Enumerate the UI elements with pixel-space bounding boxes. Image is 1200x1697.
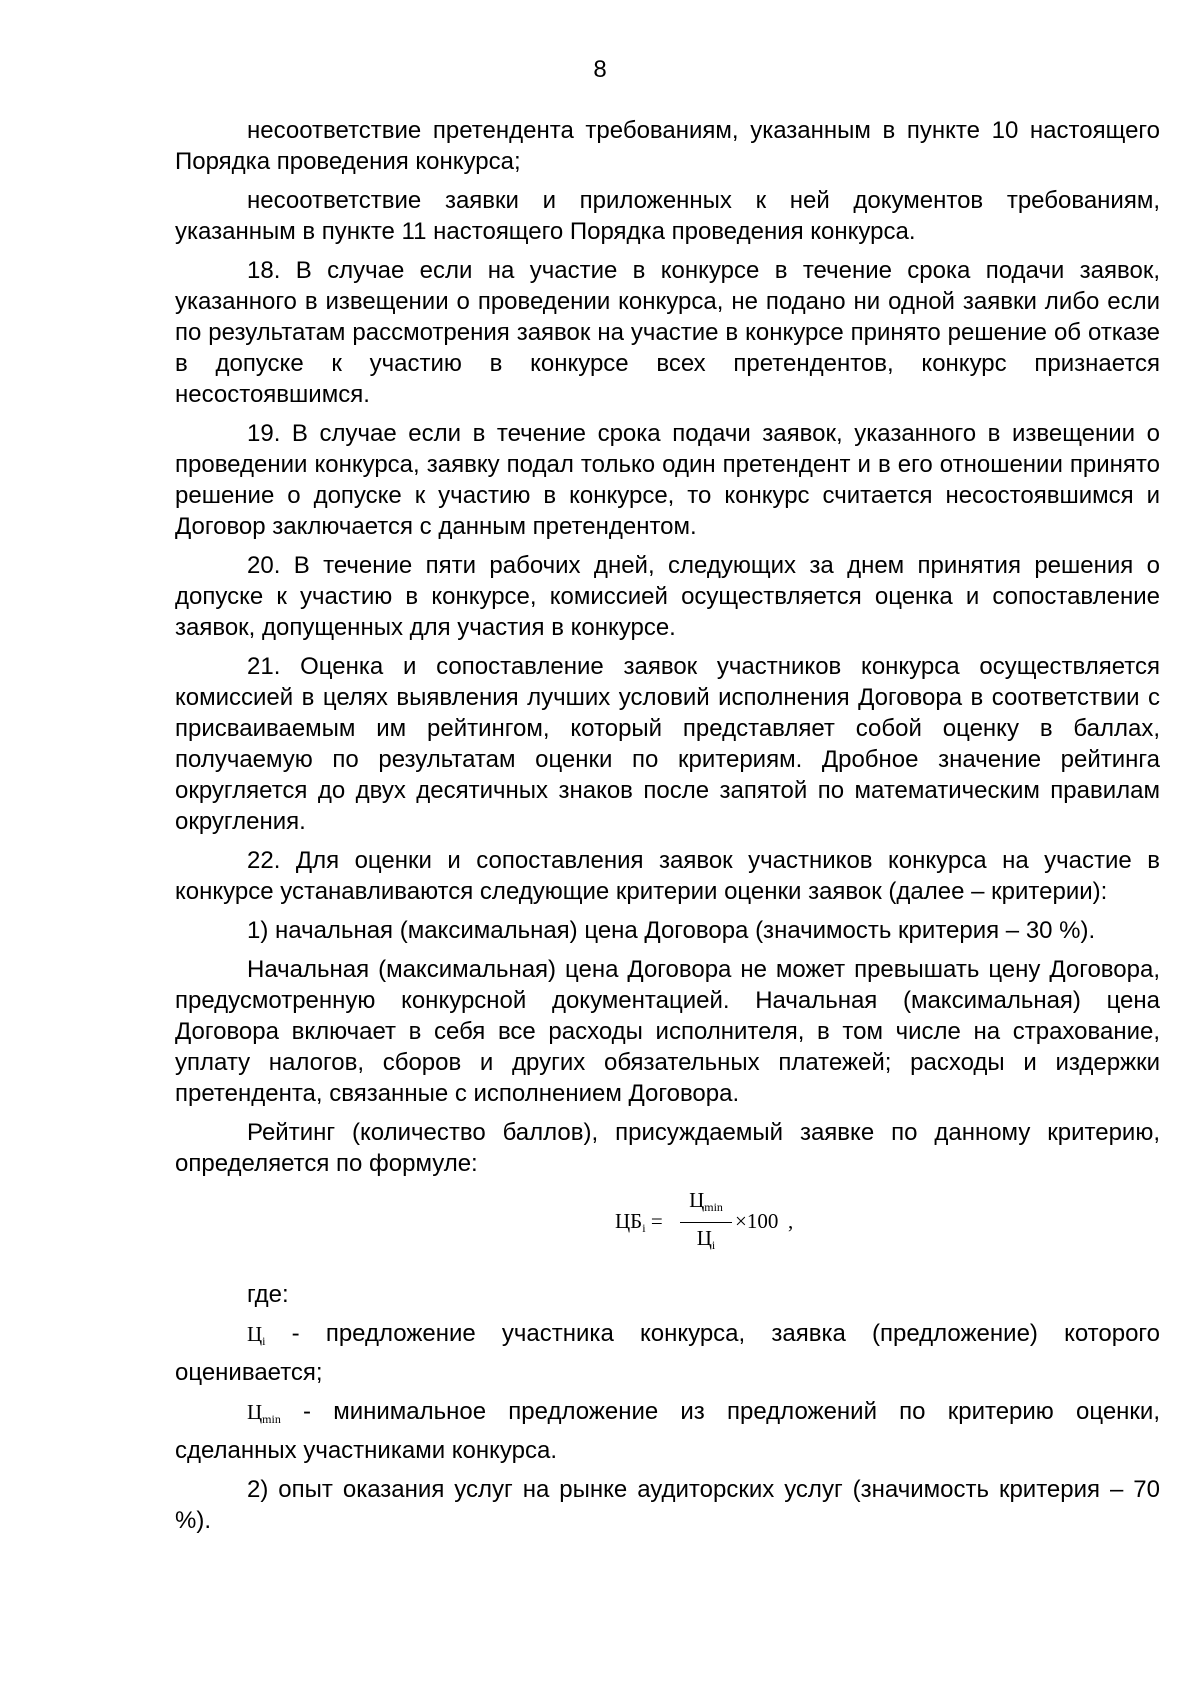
paragraph-clause-21: 21. Оценка и сопоставление заявок участников конкурса осуществляется комиссией в целях выявления лучших условий исполнения Договора в соответствии с присваиваемым им рейтингом, который представляет собой оценку в баллах, получаемую по результатам оценки по критериям. Дробное значение рейтинга округляется до двух десятичных знаков после запятой по математическим правилам округления.	[175, 653, 1160, 835]
fraction-bar	[680, 1222, 732, 1223]
paragraph-clause-22: 22. Для оценки и сопоставления заявок участников конкурса на участие в конкурсе устанавливаются следующие критерии оценки заявок (далее – критерии):	[175, 847, 1160, 905]
symbol-c-i: $Ц_i$	[247, 1322, 266, 1348]
document-body	[175, 115, 1160, 1544]
paragraph-criterion-1: 1) начальная (максимальная) цена Договора (значимость критерия – 30 %).	[247, 917, 1096, 944]
paragraph-noncompliance-applicant: несоответствие претендента требованиям, указанным в пункте 10 настоящего Порядка проведения конкурса;	[175, 117, 1160, 175]
paragraph-clause-20: 20. В течение пяти рабочих дней, следующих за днем принятия решения о допуске к участию в конкурсе, комиссией осуществляется оценка и сопоставление заявок, допущенных для участия в конкурсе.	[175, 552, 1160, 641]
symbol-c-min: $Ц_{min}$	[247, 1400, 281, 1426]
formula-numerator: $Ц_{min}$	[689, 1188, 723, 1214]
formula-multiplier: ×100	[735, 1209, 779, 1233]
formula-comma: ,	[788, 1209, 794, 1233]
formula-denominator: $Ц_i$	[696, 1226, 716, 1252]
paragraph-clause-19: 19. В случае если в течение срока подачи заявок, указанного в извещении о проведении конкурса, заявку подал только один претендент и в его отношении принято решение о допуске к участию в конкурсе, то конкурс считается несостоявшимся и Договор заключается с данным претендентом.	[175, 420, 1160, 540]
rating-formula	[175, 1187, 1160, 1259]
page-number: 8	[593, 56, 607, 83]
formula-lhs: $ЦБ_i$ =	[615, 1209, 663, 1235]
definition-c-min: $Ц_{min}$ - минимальное предложение из предложений по критерию оценки, сделанных участниками конкурса.	[175, 1398, 1160, 1464]
where-label: где:	[247, 1281, 289, 1308]
paragraph-clause-18: 18. В случае если на участие в конкурсе в течение срока подачи заявок, указанного в извещении о проведении конкурса, не подано ни одной заявки либо если по результатам рассмотрения заявок на участие в конкурсе принято решение об отказе в допуске к участию в конкурсе всех претендентов, конкурс признается несостоявшимся.	[175, 257, 1160, 408]
definition-c-i: $Ц_i$ - предложение участника конкурса, заявка (предложение) которого оценивается;	[175, 1320, 1160, 1386]
paragraph-rating-formula-intro: Рейтинг (количество баллов), присуждаемый заявке по данному критерию, определяется по формуле:	[175, 1119, 1160, 1177]
paragraph-noncompliance-documents: несоответствие заявки и приложенных к ней документов требованиям, указанным в пункте 11 настоящего Порядка проведения конкурса.	[175, 187, 1160, 245]
paragraph-criterion-2: 2) опыт оказания услуг на рынке аудиторских услуг (значимость критерия – 70 %).	[175, 1476, 1160, 1534]
paragraph-max-price: Начальная (максимальная) цена Договора не может превышать цену Договора, предусмотренную конкурсной документацией. Начальная (максимальная) цена Договора включает в себя все расходы исполнителя, в том числе на страхование, уплату налогов, сборов и других обязательных платежей; расходы и издержки претендента, связанные с исполнением Договора.	[175, 956, 1160, 1107]
formula-fraction	[680, 1187, 732, 1258]
